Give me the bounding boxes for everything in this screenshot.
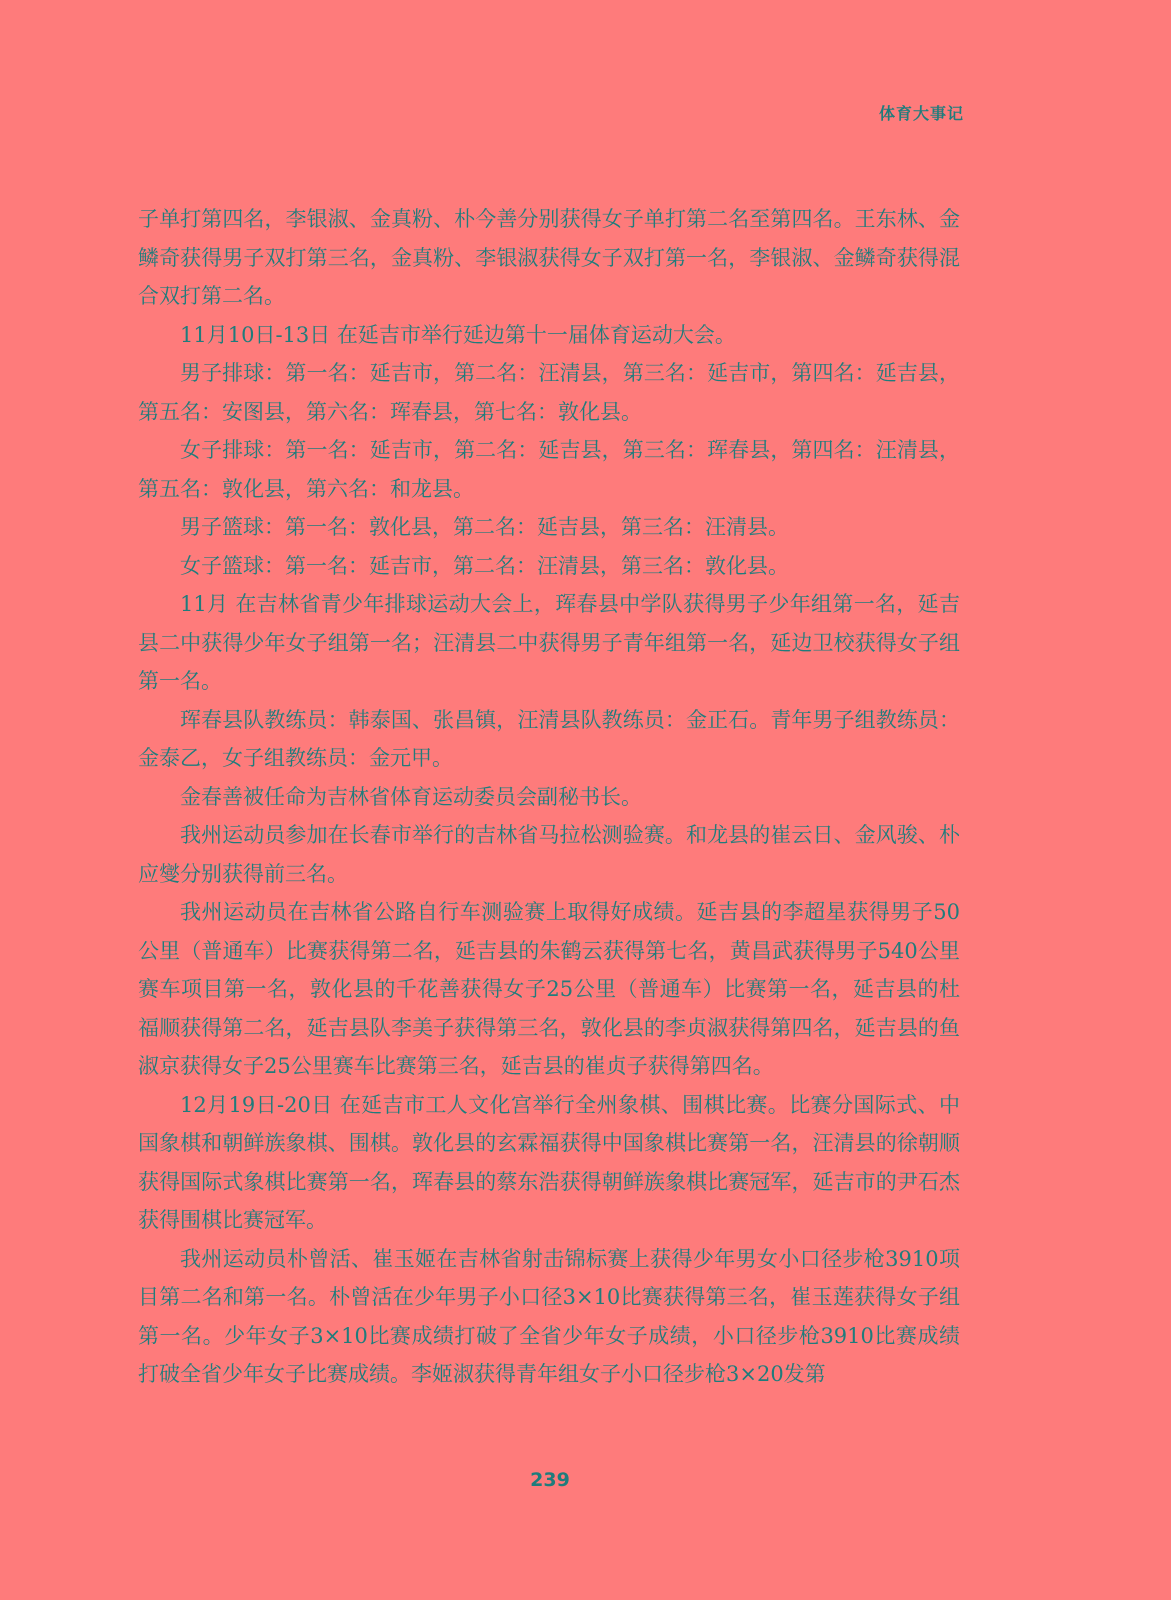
paragraph: 子单打第四名，李银淑、金真粉、朴今善分别获得女子单打第二名至第四名。王东林、金鳞奇获得男子双打第三名，金真粉、李银淑获得女子双打第一名，李银淑、金鳞奇获得混合双打第二名。	[138, 207, 960, 308]
paragraph: 珲春县队教练员：韩泰国、张昌镇，汪清县队教练员：金正石。青年男子组教练员：金泰乙，女子组教练员：金元甲。	[138, 707, 960, 770]
paragraph: 女子排球：第一名：延吉市，第二名：延吉县，第三名：珲春县，第四名：汪清县，第五名：敦化县，第六名：和龙县。	[138, 438, 960, 501]
paragraph: 我州运动员在吉林省公路自行车测验赛上取得好成绩。延吉县的李超星获得男子50公里（普通车）比赛获得第二名，延吉县的朱鹤云获得第七名，黄昌武获得男子540公里赛车项目第一名，敦化县的千花善获得女子25公里（普通车）比赛第一名，延吉县的杜福顺获得第二名，延吉县队李美子获得第三名，敦化县的李贞淑获得第四名，延吉县的鱼淑京获得女子25公里赛车比赛第三名，延吉县的崔贞子获得第四名。	[138, 900, 960, 1078]
paragraph: 11月 在吉林省青少年排球运动大会上，珲春县中学队获得男子少年组第一名，延吉县二中获得少年女子组第一名；汪清县二中获得男子青年组第一名，延边卫校获得女子组第一名。	[138, 592, 960, 693]
paragraph: 11月10日-13日 在延吉市举行延边第十一届体育运动大会。	[180, 322, 736, 347]
paragraph: 我州运动员朴曾活、崔玉姬在吉林省射击锦标赛上获得少年男女小口径步枪3910项目第二名和第一名。朴曾活在少年男子小口径3×10比赛获得第三名，崔玉莲获得女子组第一名。少年女子3×10比赛成绩打破了全省少年女子成绩，小口径步枪3910比赛成绩打破全省少年女子比赛成绩。李姬淑获得青年组女子小口径步枪3×20发第	[138, 1246, 960, 1386]
paragraph: 女子篮球：第一名：延吉市，第二名：汪清县，第三名：敦化县。	[180, 553, 789, 578]
paragraph: 男子排球：第一名：延吉市，第二名：汪清县，第三名：延吉市，第四名：延吉县，第五名：安图县，第六名：珲春县，第七名：敦化县。	[138, 361, 960, 424]
paragraph: 我州运动员参加在长春市举行的吉林省马拉松测验赛。和龙县的崔云日、金风骏、朴应燮分别获得前三名。	[138, 823, 960, 886]
paragraph: 金春善被任命为吉林省体育运动委员会副秘书长。	[180, 784, 642, 809]
paragraph: 男子篮球：第一名：敦化县，第二名：延吉县，第三名：汪清县。	[180, 515, 789, 539]
page-number: 239	[530, 1469, 570, 1491]
body-text	[138, 200, 960, 1394]
paragraph: 12月19日-20日 在延吉市工人文化宫举行全州象棋、围棋比赛。比赛分国际式、中国象棋和朝鲜族象棋、围棋。敦化县的玄霖福获得中国象棋比赛第一名，汪清县的徐朝顺获得国际式象棋比赛第一名，珲春县的蔡东浩获得朝鲜族象棋比赛冠军，延吉市的尹石杰获得围棋比赛冠军。	[138, 1092, 960, 1232]
running-header: 体育大事记	[878, 104, 964, 123]
